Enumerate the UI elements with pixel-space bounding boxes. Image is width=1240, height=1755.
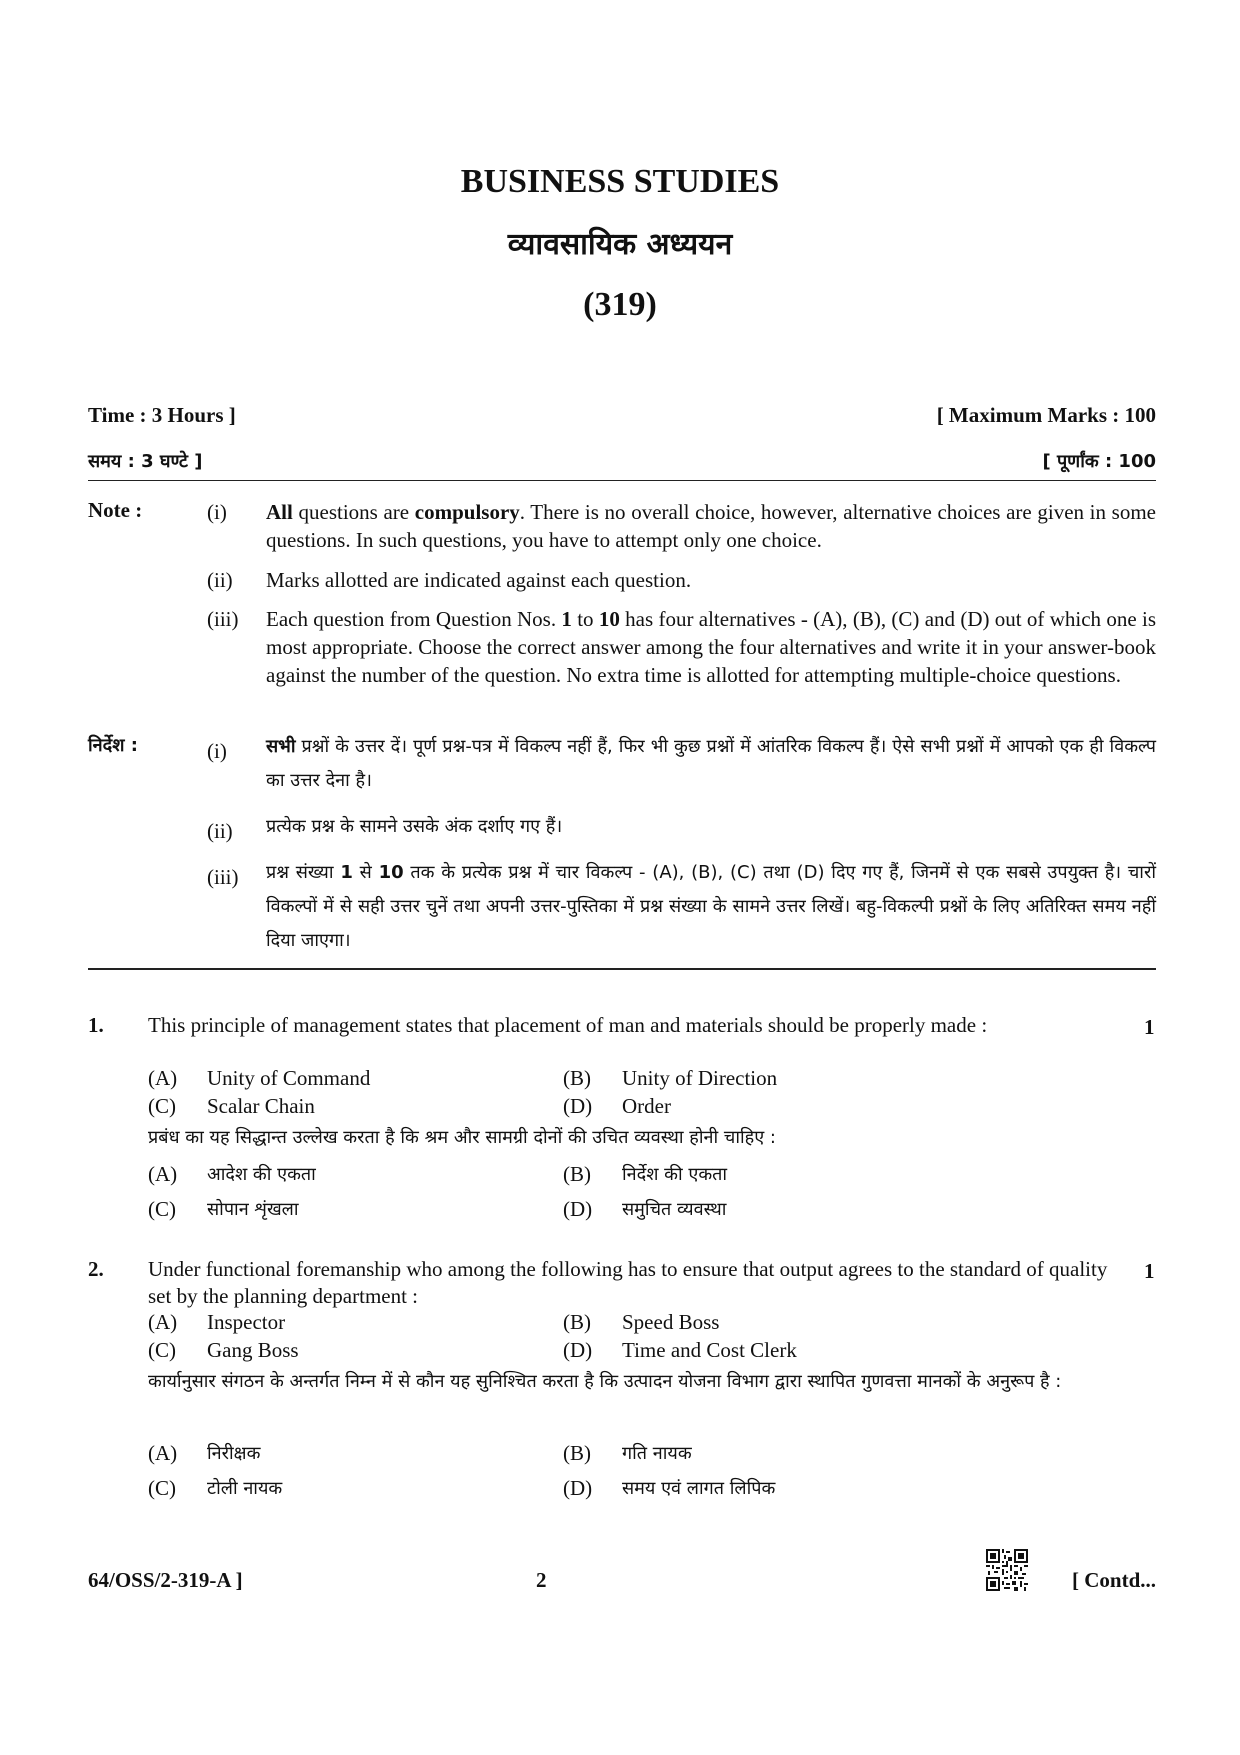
note-label-hindi: निर्देश : <box>88 735 138 756</box>
option-label: (B) <box>563 1066 591 1090</box>
page-title-hindi: व्यावसायिक अध्ययन <box>507 227 733 262</box>
question-number: 2. <box>88 1257 104 1281</box>
option-text-hindi: टोली नायक <box>207 1478 283 1499</box>
option-text: Unity of Command <box>207 1066 371 1090</box>
option-text-hindi: समुचित व्यवस्था <box>622 1199 727 1220</box>
note-number: (ii) <box>207 568 233 592</box>
question-number: 1. <box>88 1013 104 1037</box>
option-label: (C) <box>148 1338 176 1362</box>
option-label: (A) <box>148 1162 178 1186</box>
option-label: (C) <box>148 1476 176 1500</box>
option-text: Inspector <box>207 1310 286 1334</box>
note-number: (iii) <box>207 607 239 631</box>
note-text-hindi: सभी प्रश्नों के उत्तर दें। पूर्ण प्रश्न-पत्र में विकल्प नहीं हैं, फिर भी कुछ प्रश्नों में आंतरिक विकल्प हैं। ऐसे सभी प्रश्नों में आपको एक ही विकल्प का उत्तर देना है। <box>266 736 1156 791</box>
divider <box>88 480 1156 481</box>
option-label: (C) <box>148 1197 176 1221</box>
note-label: Note : <box>88 498 143 522</box>
page-number: 2 <box>536 1568 547 1592</box>
option-text-hindi: सोपान शृंखला <box>207 1199 299 1220</box>
option-label: (B) <box>563 1310 591 1334</box>
page-title: BUSINESS STUDIES <box>460 163 780 200</box>
question-marks: 1 <box>1144 1259 1155 1283</box>
max-marks-label-hindi: [ पूर्णांक : 100 <box>1042 451 1156 472</box>
option-label: (A) <box>148 1066 178 1090</box>
option-label: (D) <box>563 1476 593 1500</box>
note-number: (iii) <box>207 865 239 889</box>
option-label: (D) <box>563 1338 593 1362</box>
note-text-hindi: प्रश्न संख्या 1 से 10 तक के प्रत्येक प्रश्न में चार विकल्प - (A), (B), (C) तथा (D) दिए गए हैं, जिनमें से एक सबसे उपयुक्त है। चारों विकल्पों में से सही उत्तर चुनें तथा अपनी उत्तर-पुस्तिका में प्रश्न संख्या के सामने उत्तर लिखें। बहु-विकल्पी प्रश्नों के लिए अतिरिक्त समय नहीं दिया जाएगा। <box>266 862 1156 951</box>
divider <box>88 968 1156 970</box>
max-marks-label: [ Maximum Marks : 100 <box>936 403 1156 427</box>
option-label: (B) <box>563 1441 591 1465</box>
option-text: Time and Cost Clerk <box>622 1338 797 1362</box>
option-text-hindi: आदेश की एकता <box>207 1164 316 1185</box>
note-text: Each question from Question Nos. 1 to 10 has four alternatives - (A), (B), (C) and (D) out of which one is most appropriate. Choose the correct answer among the four alternatives and write it in your answer-book against the number of the question. No extra time is allotted for attempting multiple-choice questions. <box>266 607 1156 687</box>
option-text: Scalar Chain <box>207 1094 315 1118</box>
option-label: (B) <box>563 1162 591 1186</box>
question-marks: 1 <box>1144 1015 1155 1039</box>
option-label: (A) <box>148 1441 178 1465</box>
note-text: All questions are compulsory. There is no overall choice, however, alternative choices are given in some questions. In such questions, you have to attempt only one choice. <box>266 500 1156 552</box>
paper-code: 64/OSS/2-319-A ] <box>88 1568 243 1592</box>
time-label: Time : 3 Hours ] <box>88 403 236 427</box>
option-text-hindi: गति नायक <box>622 1443 692 1464</box>
option-text: Gang Boss <box>207 1338 299 1362</box>
question-text-hindi: प्रबंध का यह सिद्धान्त उल्लेख करता है कि श्रम और सामग्री दोनों की उचित व्यवस्था होनी चाहिए : <box>148 1127 776 1148</box>
subject-code: (319) <box>583 286 657 323</box>
note-number: (i) <box>207 500 227 524</box>
option-label: (D) <box>563 1094 593 1118</box>
option-text-hindi: निर्देश की एकता <box>622 1164 728 1185</box>
note-text: Marks allotted are indicated against each question. <box>266 568 692 592</box>
option-text: Order <box>622 1094 671 1118</box>
time-label-hindi: समय : 3 घण्टे ] <box>88 451 203 472</box>
question-text: Under functional foremanship who among the following has to ensure that output agrees to the standard of quality set by the planning department : <box>148 1257 1108 1308</box>
option-label: (D) <box>563 1197 593 1221</box>
option-text-hindi: समय एवं लागत लिपिक <box>622 1478 776 1499</box>
option-text: Unity of Direction <box>622 1066 778 1090</box>
option-text-hindi: निरीक्षक <box>207 1443 261 1464</box>
note-number: (ii) <box>207 819 233 843</box>
note-text-hindi: प्रत्येक प्रश्न के सामने उसके अंक दर्शाए गए हैं। <box>266 816 563 837</box>
qr-code-icon <box>986 1549 1028 1591</box>
note-number: (i) <box>207 739 227 763</box>
option-label: (C) <box>148 1094 176 1118</box>
question-text: This principle of management states that placement of man and materials should be properly made : <box>148 1013 988 1037</box>
continued-label: [ Contd... <box>1071 1568 1156 1592</box>
question-text-hindi: कार्यानुसार संगठन के अन्तर्गत निम्न में से कौन यह सुनिश्चित करता है कि उत्पादन योजना विभाग द्वारा स्थापित गुणवत्ता मानकों के अनुरूप है : <box>148 1371 1062 1392</box>
option-label: (A) <box>148 1310 178 1334</box>
option-text: Speed Boss <box>622 1310 720 1334</box>
